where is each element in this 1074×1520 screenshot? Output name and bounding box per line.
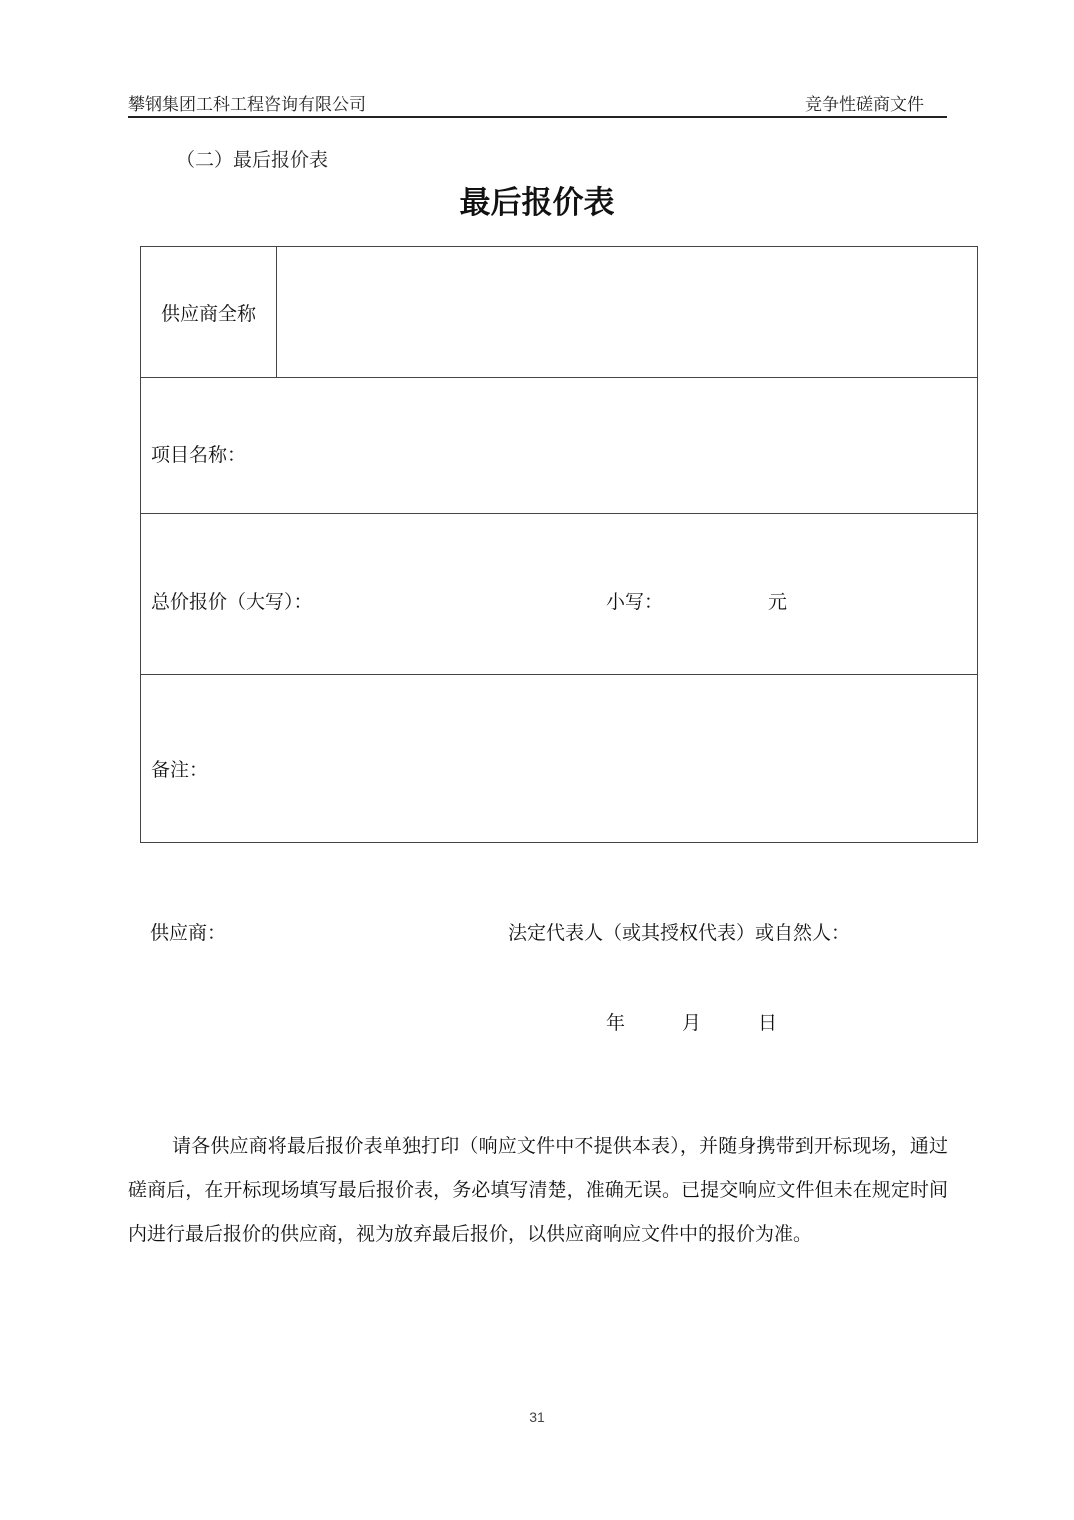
page-title: 最后报价表 bbox=[459, 185, 615, 221]
currency-unit: 元 bbox=[768, 591, 788, 613]
header-divider bbox=[128, 116, 947, 118]
total-price-row[interactable] bbox=[141, 514, 977, 675]
date-month-label: 月 bbox=[682, 1012, 702, 1034]
header-company: 攀钢集团工科工程咨询有限公司 bbox=[128, 95, 366, 115]
remarks-label: 备注： bbox=[151, 759, 209, 781]
date-day-label: 日 bbox=[758, 1012, 778, 1034]
quotation-form-table bbox=[140, 246, 978, 843]
header-document-type: 竞争性磋商文件 bbox=[805, 95, 924, 115]
signature-representative-label: 法定代表人（或其授权代表）或自然人： bbox=[508, 922, 851, 944]
project-name-row[interactable] bbox=[141, 378, 977, 514]
supplier-name-row bbox=[141, 247, 977, 378]
section-label: （二）最后报价表 bbox=[176, 149, 329, 171]
date-year-label: 年 bbox=[606, 1012, 626, 1034]
supplier-full-name-label: 供应商全称 bbox=[141, 247, 277, 377]
remarks-row[interactable] bbox=[141, 675, 977, 844]
supplier-full-name-field[interactable] bbox=[278, 247, 977, 377]
signature-supplier-label: 供应商： bbox=[150, 922, 227, 944]
instruction-note: 请各供应商将最后报价表单独打印（响应文件中不提供本表），并随身携带到开标现场，通过磋商后，在开标现场填写最后报价表，务必填写清楚，准确无误。已提交响应文件但未在规定时间内进行最后报价的供应商，视为放弃最后报价，以供应商响应文件中的报价为准。 bbox=[128, 1135, 948, 1245]
small-amount-label: 小写： bbox=[606, 591, 664, 613]
page-number: 31 bbox=[529, 1409, 545, 1425]
total-price-label: 总价报价（大写）： bbox=[151, 591, 313, 613]
project-name-label: 项目名称： bbox=[151, 444, 247, 466]
